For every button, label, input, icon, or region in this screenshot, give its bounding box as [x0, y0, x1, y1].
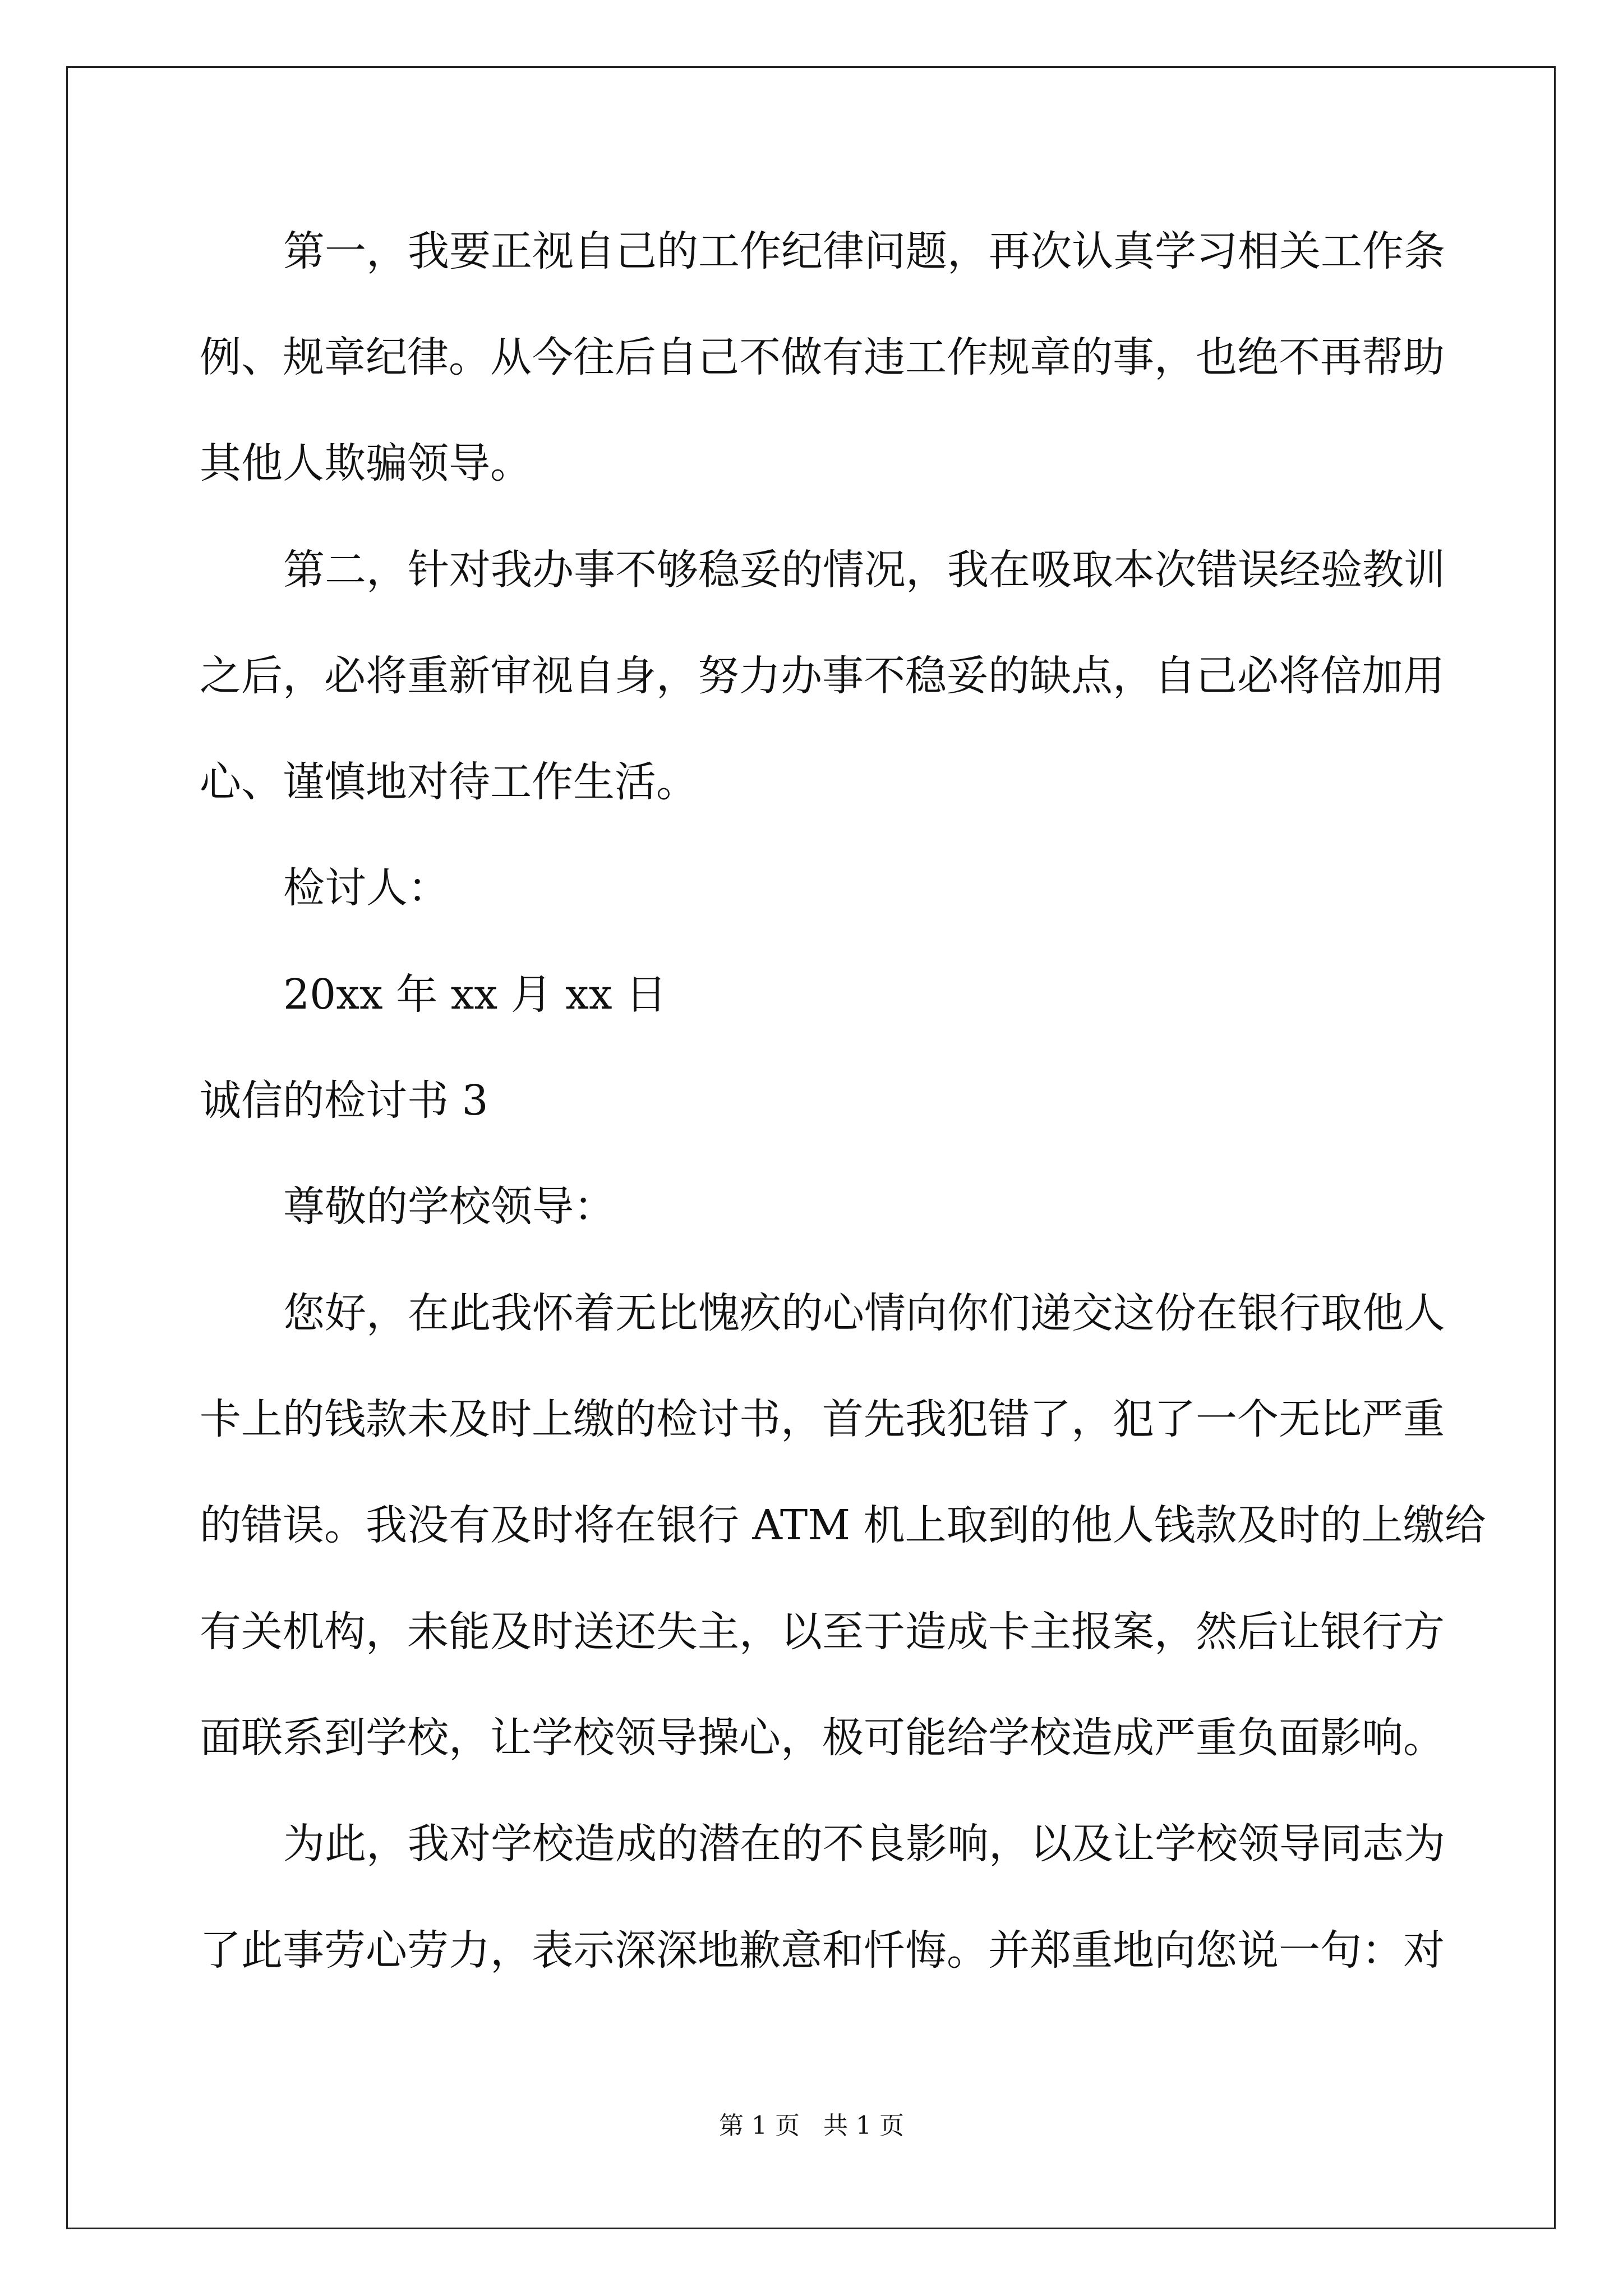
paragraph-1-line-2: 例、规章纪律。从今往后自己不做有违工作规章的事，也绝不再帮助 [200, 333, 1445, 381]
paragraph-1-line-3: 其他人欺骗领导。 [200, 439, 532, 487]
paragraph-4-line-1: 为此，我对学校造成的潜在的不良影响，以及让学校领导同志为 [283, 1820, 1445, 1868]
paragraph-3-line-2: 卡上的钱款未及时上缴的检讨书，首先我犯错了，犯了一个无比严重 [200, 1395, 1445, 1443]
paragraph-2-line-3: 心、谨慎地对待工作生活。 [200, 758, 698, 806]
paragraph-4-line-2: 了此事劳心劳力，表示深深地歉意和忏悔。并郑重地向您说一句：对 [200, 1926, 1445, 1975]
paragraph-1-line-1: 第一，我要正视自己的工作纪律问题，再次认真学习相关工作条 [283, 227, 1445, 275]
paragraph-3-line-5: 面联系到学校，让学校领导操心，极可能给学校造成严重负面影响。 [200, 1714, 1445, 1762]
paragraph-2-line-2: 之后，必将重新审视自身，努力办事不稳妥的缺点，自己必将倍加用 [200, 652, 1445, 700]
paragraph-3-line-1: 您好，在此我怀着无比愧疚的心情向你们递交这份在银行取他人 [283, 1289, 1445, 1337]
paragraph-3-line-3: 的错误。我没有及时将在银行 ATM 机上取到的他人钱款及时的上缴给 [200, 1501, 1486, 1549]
signature-label: 检讨人： [283, 864, 449, 912]
date-line: 20xx 年 xx 月 xx 日 [283, 970, 667, 1019]
page-border [66, 66, 1556, 2229]
salutation: 尊敬的学校领导： [283, 1182, 615, 1231]
page-footer: 第 1 页 共 1 页 [719, 2111, 904, 2140]
section-title: 诚信的检讨书 3 [200, 1076, 488, 1125]
paragraph-3-line-4: 有关机构，未能及时送还失主，以至于造成卡主报案，然后让银行方 [200, 1608, 1445, 1656]
paragraph-2-line-1: 第二，针对我办事不够稳妥的情况，我在吸取本次错误经验教训 [283, 546, 1445, 594]
